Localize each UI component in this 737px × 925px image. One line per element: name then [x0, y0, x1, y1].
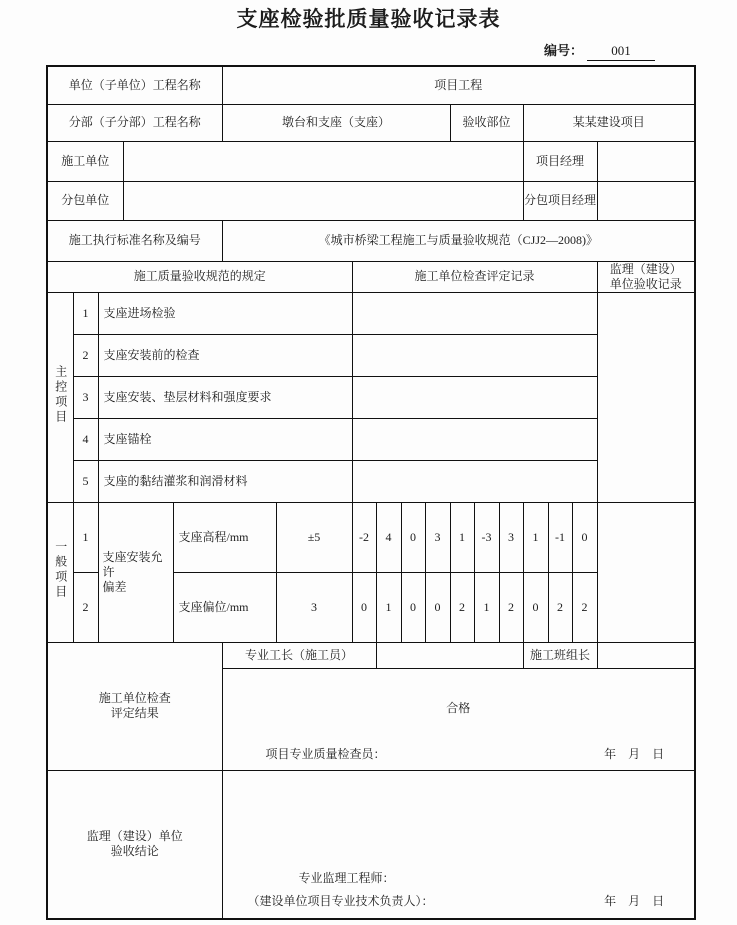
project-manager-value: [597, 141, 695, 181]
measured-value: 1: [450, 502, 474, 572]
serial-number: [544, 40, 655, 61]
main-item-no: 4: [73, 418, 98, 460]
measured-value: 0: [401, 572, 425, 642]
measured-value: 2: [450, 572, 474, 642]
check-result-cell: [222, 668, 695, 770]
general-item-tolerance: ±5: [276, 502, 352, 572]
standard-label: 施工执行标准名称及编号: [47, 220, 222, 261]
supervision-header: [597, 261, 695, 292]
serial-value: 001: [587, 43, 655, 61]
measured-value: 2: [572, 572, 597, 642]
supervisor-signature-label: 专业监理工程师：: [298, 870, 395, 885]
table-row: [47, 181, 695, 220]
crew-leader-value: [597, 642, 695, 668]
measured-value: -1: [548, 502, 572, 572]
subcontract-unit-value: [123, 181, 523, 220]
supervision-conclusion-cell: [222, 770, 695, 919]
main-item-name: 支座安装前的检查: [98, 334, 352, 376]
measured-value: 4: [376, 502, 401, 572]
table-row: [47, 770, 695, 919]
general-item-name: 支座偏位/mm: [173, 572, 276, 642]
division-project-label: 分部（子分部）工程名称: [47, 104, 222, 141]
measured-value: 0: [572, 502, 597, 572]
acceptance-record-table: [46, 65, 696, 920]
measured-value: 3: [425, 502, 450, 572]
main-item-name: 支座进场检验: [98, 292, 352, 334]
table-row: [47, 261, 695, 292]
measured-value: 2: [499, 572, 523, 642]
supervision-conclusion-label: 监理（建设）单位 验收结论: [47, 770, 222, 919]
page-title: 支座检验批质量验收记录表: [236, 8, 501, 31]
measured-value: 3: [499, 502, 523, 572]
foreman-value: [376, 642, 523, 668]
measured-value: 1: [376, 572, 401, 642]
check-header: 施工单位检查评定记录: [352, 261, 597, 292]
foreman-label: 专业工长（施工员）: [222, 642, 376, 668]
measured-value: 2: [548, 572, 572, 642]
general-items-label: 一般项目: [47, 502, 73, 642]
supervision-record-general: [597, 502, 695, 642]
supervision-header-line1: 监理（建设）: [609, 261, 682, 276]
table-row: [47, 292, 695, 334]
general-item-name: 支座高程/mm: [173, 502, 276, 572]
check-result-label: 施工单位检查 评定结果: [47, 642, 222, 770]
table-row: [47, 141, 695, 181]
main-item-name: 支座安装、垫层材料和强度要求: [98, 376, 352, 418]
table-row: [47, 502, 695, 572]
main-item-check-record: [352, 334, 597, 376]
subcontract-unit-label: 分包单位: [47, 181, 123, 220]
construction-unit-label: 施工单位: [47, 141, 123, 181]
table-row: [47, 66, 695, 104]
tech-director-signature-label: （建设单位项目专业技术负责人）：: [247, 893, 434, 908]
general-item-no: 2: [73, 572, 98, 642]
supervision-header-line2: 单位验收记录: [609, 276, 682, 291]
general-item-no: 1: [73, 502, 98, 572]
main-item-no: 1: [73, 292, 98, 334]
measured-value: 0: [352, 572, 376, 642]
main-item-no: 3: [73, 376, 98, 418]
spec-header: 施工质量验收规范的规定: [47, 261, 352, 292]
general-item-tolerance: 3: [276, 572, 352, 642]
unit-project-value: 项目工程: [222, 66, 695, 104]
main-item-name: 支座的黏结灌浆和润滑材料: [98, 460, 352, 502]
main-item-check-record: [352, 418, 597, 460]
construction-unit-value: [123, 141, 523, 181]
table-row: [47, 220, 695, 261]
main-item-no: 5: [73, 460, 98, 502]
main-item-check-record: [352, 460, 597, 502]
measured-value: 0: [401, 502, 425, 572]
inspector-date: 年 月 日: [604, 746, 665, 761]
main-item-name: 支座锚栓: [98, 418, 352, 460]
main-item-check-record: [352, 376, 597, 418]
subcontract-manager-label: 分包项目经理: [523, 181, 597, 220]
measured-value: -2: [352, 502, 376, 572]
acceptance-part-label: 验收部位: [450, 104, 523, 141]
supervision-record-main: [597, 292, 695, 502]
standard-value: 《城市桥梁工程施工与质量验收规范（CJJ2—2008)》: [222, 220, 695, 261]
measured-value: -3: [474, 502, 499, 572]
main-item-check-record: [352, 292, 597, 334]
serial-label: 编号：: [543, 43, 583, 58]
measured-value: 0: [523, 572, 548, 642]
unit-project-label: 单位（子单位）工程名称: [47, 66, 222, 104]
inspector-signature-label: 项目专业质量检查员：: [265, 746, 386, 761]
subcontract-manager-value: [597, 181, 695, 220]
main-item-no: 2: [73, 334, 98, 376]
general-group-label: 支座安装允许 偏差: [98, 502, 173, 642]
project-manager-label: 项目经理: [523, 141, 597, 181]
division-project-value: 墩台和支座（支座）: [222, 104, 450, 141]
table-row: [47, 104, 695, 141]
check-result-value: 合格: [446, 700, 471, 715]
measured-value: 1: [523, 502, 548, 572]
crew-leader-label: 施工班组长: [523, 642, 597, 668]
table-row: [47, 642, 695, 668]
measured-value: 1: [474, 572, 499, 642]
main-items-label: 主控项目: [47, 292, 73, 502]
acceptance-part-value: 某某建设项目: [523, 104, 695, 141]
supervisor-date: 年 月 日: [604, 893, 665, 908]
measured-value: 0: [425, 572, 450, 642]
